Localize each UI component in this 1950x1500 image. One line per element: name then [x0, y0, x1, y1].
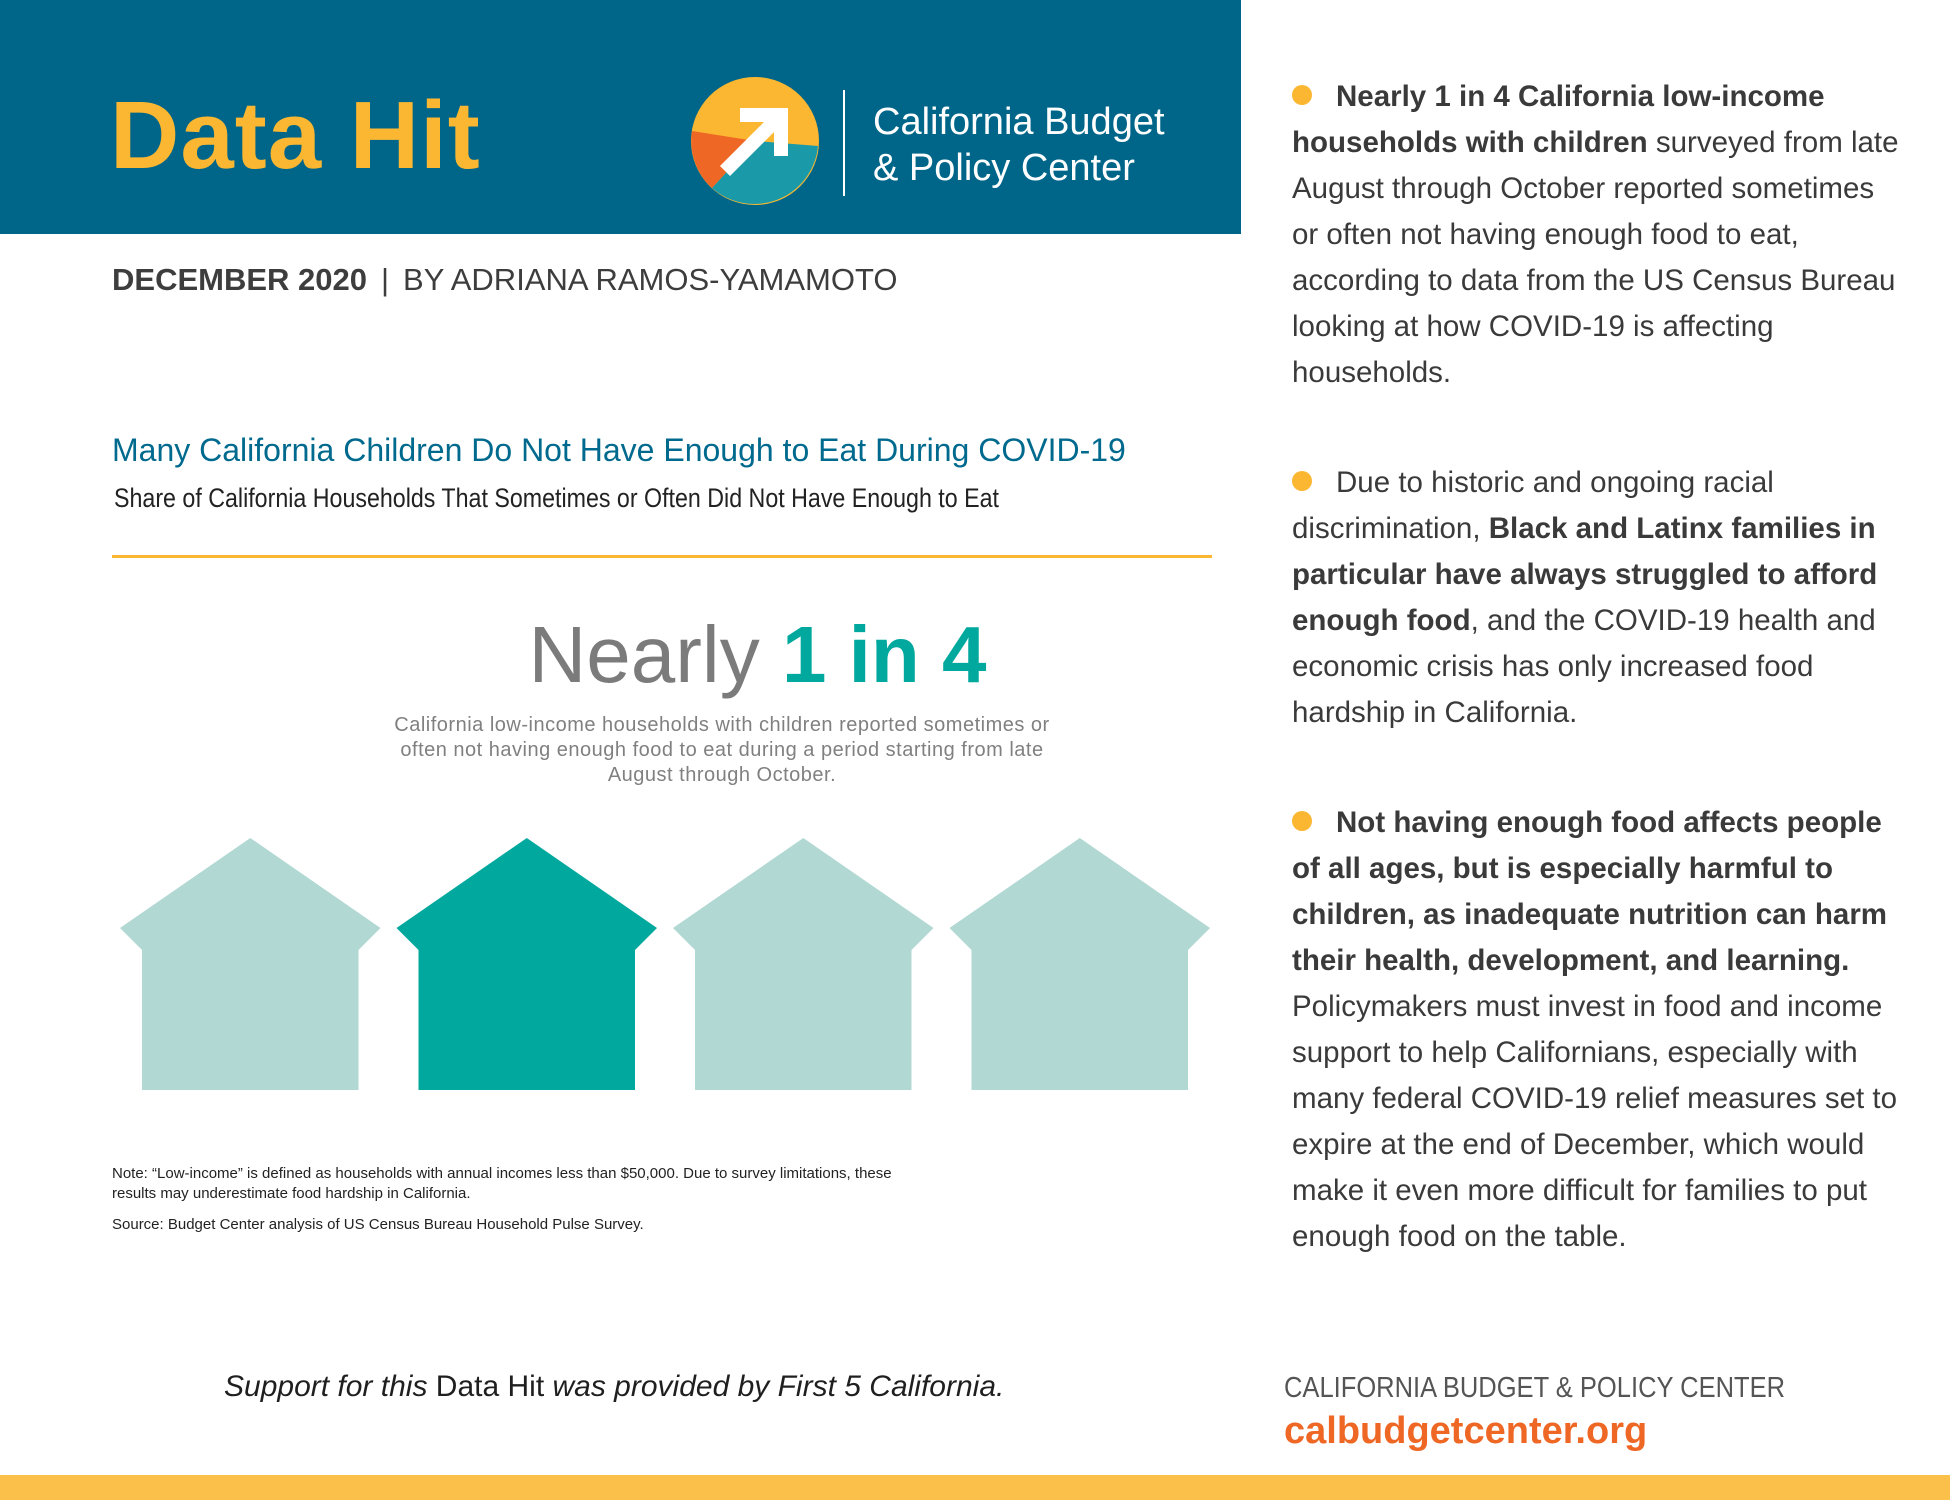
support-credit: [224, 1370, 1004, 1404]
house-icon: [673, 838, 934, 1090]
footer-org-name: CALIFORNIA BUDGET & POLICY CENTER: [1284, 1372, 1786, 1404]
house-icon: [950, 838, 1211, 1090]
big-stat-value: 1 in 4: [781, 610, 987, 699]
support-post: was provided by First 5 California.: [544, 1370, 1005, 1403]
bullet-icon: [1292, 471, 1312, 491]
org-name: [873, 100, 1165, 191]
house-pictogram: [120, 838, 1210, 1098]
divider-rule: [112, 555, 1212, 558]
byline-author: BY ADRIANA RAMOS-YAMAMOTO: [403, 262, 898, 297]
org-name-line2: & Policy Center: [873, 146, 1135, 189]
byline: [112, 262, 897, 298]
byline-separator: |: [380, 262, 390, 297]
chart-title: Many California Children Do Not Have Enough to Eat During COVID-19: [112, 432, 1126, 468]
chart-note: Note: “Low-income” is defined as households with annual incomes less than $50,000. Due to survey limitations, these results may underestimate food hardship in California.: [112, 1165, 892, 1202]
logo-divider: [843, 90, 845, 196]
paragraph-3: [1292, 800, 1902, 1260]
support-pre: Support for this: [224, 1370, 436, 1403]
paragraph-2: [1292, 460, 1902, 736]
bottom-accent-bar: [0, 1475, 1950, 1500]
house-icon-highlighted: [397, 838, 658, 1090]
header-banner: [0, 0, 1241, 234]
footer-website-link[interactable]: calbudgetcenter.org: [1284, 1410, 1648, 1452]
stat-description: California low-income households with children reported sometimes or often not having enough food to eat during a period starting from late August through October.: [394, 714, 1050, 786]
big-stat-prefix: Nearly: [528, 610, 760, 699]
cbpc-logo-icon: [690, 76, 820, 206]
paragraph-2-pre: Due to historic and ongoing racial discrimination,: [1292, 466, 1774, 545]
house-icon: [120, 838, 381, 1090]
org-name-line1: California Budget: [873, 101, 1165, 143]
bullet-icon: [1292, 811, 1312, 831]
page-title: Data Hit: [110, 82, 481, 189]
chart-source: Source: Budget Center analysis of US Census Bureau Household Pulse Survey.: [112, 1216, 644, 1233]
paragraph-1-bold: Nearly 1 in 4 California low-income households with children: [1292, 80, 1825, 159]
paragraph-3-bold: Not having enough food affects people of all ages, but is especially harmful to children, as inadequate nutrition can harm their health, development, and learning.: [1292, 806, 1888, 977]
support-name: Data Hit: [435, 1370, 545, 1403]
paragraph-2-post: , and the COVID-19 health and economic crisis has only increased food hardship in California.: [1292, 604, 1876, 729]
paragraph-3-text: Policymakers must invest in food and income support to help Californians, especially with many federal COVID-19 relief measures set to expire at the end of December, which would make it even more difficult for families to put enough food on the table.: [1292, 990, 1897, 1253]
bullet-icon: [1292, 85, 1312, 105]
paragraph-1-text: surveyed from late August through October reported sometimes or often not having enough food to eat, according to data from the US Census Bureau looking at how COVID-19 is affecting households.: [1292, 126, 1899, 389]
byline-date: DECEMBER 2020: [112, 262, 367, 297]
big-stat: [0, 610, 1515, 699]
chart-subtitle: Share of California Households That Sometimes or Often Did Not Have Enough to Eat: [114, 483, 999, 513]
paragraph-1: [1292, 74, 1902, 396]
paragraph-2-bold: Black and Latinx families in particular have always struggled to afford enough food: [1292, 512, 1878, 637]
